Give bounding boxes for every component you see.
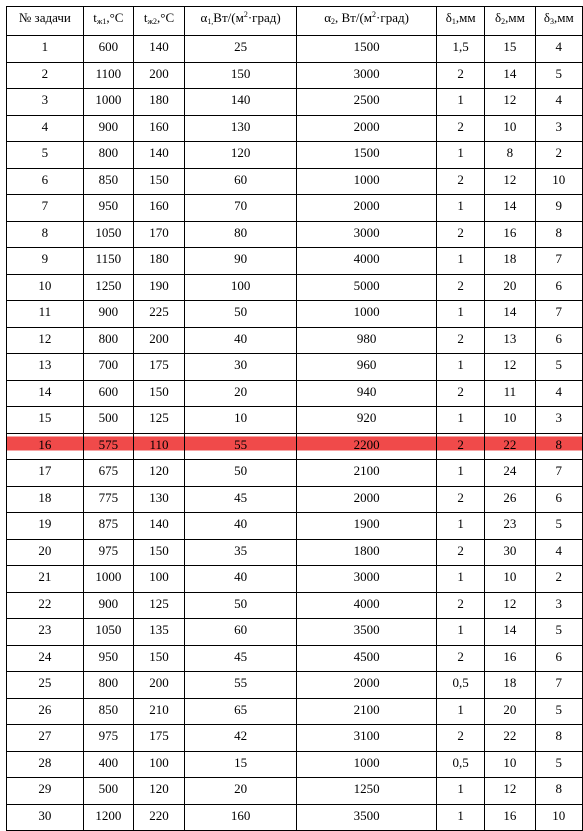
table-cell: 1050 [83, 221, 133, 248]
table-cell: 1 [437, 698, 485, 725]
task-table-container [6, 6, 583, 831]
table-cell: 200 [133, 327, 184, 354]
table-cell: 1 [437, 248, 485, 275]
table-cell: 175 [133, 725, 184, 752]
table-cell: 50 [185, 592, 297, 619]
table-cell: 20 [485, 274, 535, 301]
table-cell: 1 [437, 354, 485, 381]
table-cell: 14 [485, 62, 535, 89]
table-cell: 2 [437, 327, 485, 354]
table-cell: 4000 [297, 248, 437, 275]
table-row [7, 36, 583, 63]
table-cell: 125 [133, 407, 184, 434]
table-cell: 1 [437, 804, 485, 831]
table-cell: 40 [185, 513, 297, 540]
table-cell: 800 [83, 327, 133, 354]
table-cell: 2100 [297, 698, 437, 725]
table-cell: 175 [133, 354, 184, 381]
table-cell: 140 [133, 142, 184, 169]
table-cell: 3100 [297, 725, 437, 752]
table-cell: 1800 [297, 539, 437, 566]
table-cell: 10 [485, 566, 535, 593]
table-cell: 100 [133, 566, 184, 593]
table-cell: 220 [133, 804, 184, 831]
table-cell: 2 [437, 592, 485, 619]
table-cell: 200 [133, 62, 184, 89]
table-cell: 4 [7, 115, 84, 142]
table-cell: 1 [437, 407, 485, 434]
table-cell: 9 [535, 195, 582, 222]
table-cell: 10 [535, 168, 582, 195]
table-cell: 17 [7, 460, 84, 487]
table-row [7, 248, 583, 275]
table-cell: 4 [535, 89, 582, 116]
table-cell: 120 [133, 460, 184, 487]
table-cell: 26 [485, 486, 535, 513]
table-cell: 10 [485, 407, 535, 434]
table-row [7, 645, 583, 672]
table-cell: 200 [133, 672, 184, 699]
table-cell: 18 [485, 672, 535, 699]
table-cell: 90 [185, 248, 297, 275]
table-cell: 135 [133, 619, 184, 646]
header-t1: $t_{ж1},^\circ С$ [83, 7, 133, 36]
table-cell: 12 [485, 168, 535, 195]
table-row [7, 195, 583, 222]
table-cell: 20 [485, 698, 535, 725]
table-cell: 170 [133, 221, 184, 248]
table-row [7, 168, 583, 195]
table-cell: 1 [437, 566, 485, 593]
table-cell: 14 [7, 380, 84, 407]
table-cell: 12 [485, 354, 535, 381]
table-cell: 2000 [297, 195, 437, 222]
table-cell: 180 [133, 89, 184, 116]
table-cell: 15 [7, 407, 84, 434]
table-row [7, 619, 583, 646]
table-row [7, 221, 583, 248]
table-cell: 150 [133, 645, 184, 672]
table-cell: 800 [83, 142, 133, 169]
table-cell: 2 [7, 62, 84, 89]
table-cell: 160 [185, 804, 297, 831]
table-cell: 1 [437, 619, 485, 646]
table-cell: 980 [297, 327, 437, 354]
table-cell: 2000 [297, 115, 437, 142]
table-cell: 14 [485, 301, 535, 328]
table-cell: 700 [83, 354, 133, 381]
table-cell: 2 [437, 645, 485, 672]
table-cell: 1 [437, 142, 485, 169]
table-row [7, 778, 583, 805]
table-cell: 920 [297, 407, 437, 434]
table-row [7, 725, 583, 752]
table-cell: 12 [7, 327, 84, 354]
table-cell: 10 [7, 274, 84, 301]
table-cell: 5 [535, 698, 582, 725]
table-cell: 775 [83, 486, 133, 513]
table-cell: 45 [185, 486, 297, 513]
table-row [7, 672, 583, 699]
table-cell: 875 [83, 513, 133, 540]
table-cell: 2 [437, 539, 485, 566]
table-cell: 1 [437, 460, 485, 487]
table-cell: 150 [133, 539, 184, 566]
table-cell: 5000 [297, 274, 437, 301]
table-cell: 1200 [83, 804, 133, 831]
table-cell: 180 [133, 248, 184, 275]
table-cell: 18 [7, 486, 84, 513]
header-delta2: $\delta_2,мм$ [485, 7, 535, 36]
table-cell: 5 [535, 62, 582, 89]
table-cell: 16 [485, 221, 535, 248]
table-cell: 1,5 [437, 36, 485, 63]
table-cell: 6 [535, 327, 582, 354]
table-cell: 11 [7, 301, 84, 328]
table-cell: 30 [185, 354, 297, 381]
table-cell: 2 [437, 725, 485, 752]
table-cell: 6 [7, 168, 84, 195]
table-cell: 140 [133, 513, 184, 540]
task-table [6, 6, 583, 831]
table-row [7, 327, 583, 354]
table-cell: 10 [485, 115, 535, 142]
table-cell: 35 [185, 539, 297, 566]
table-cell: 4 [535, 380, 582, 407]
table-cell: 575 [83, 433, 133, 460]
table-cell: 1500 [297, 36, 437, 63]
table-cell: 2 [535, 142, 582, 169]
table-cell: 950 [83, 645, 133, 672]
table-cell: 19 [7, 513, 84, 540]
table-cell: 2000 [297, 672, 437, 699]
table-cell: 800 [83, 672, 133, 699]
table-cell: 2 [437, 62, 485, 89]
table-cell: 900 [83, 115, 133, 142]
table-cell: 7 [7, 195, 84, 222]
table-cell: 1250 [297, 778, 437, 805]
table-cell: 10 [485, 751, 535, 778]
table-cell: 225 [133, 301, 184, 328]
table-cell: 3000 [297, 221, 437, 248]
table-cell: 8 [7, 221, 84, 248]
table-cell: 500 [83, 407, 133, 434]
table-cell: 10 [185, 407, 297, 434]
table-cell: 25 [185, 36, 297, 63]
table-cell: 30 [7, 804, 84, 831]
table-cell: 1000 [83, 89, 133, 116]
table-cell: 5 [7, 142, 84, 169]
table-cell: 14 [485, 195, 535, 222]
table-row [7, 407, 583, 434]
table-cell: 4500 [297, 645, 437, 672]
table-cell: 160 [133, 195, 184, 222]
table-cell: 2 [437, 433, 485, 460]
table-cell: 1 [437, 513, 485, 540]
table-cell: 22 [485, 433, 535, 460]
table-row [7, 566, 583, 593]
table-row [7, 698, 583, 725]
table-cell: 1100 [83, 62, 133, 89]
table-cell: 7 [535, 248, 582, 275]
table-cell: 3000 [297, 62, 437, 89]
table-cell: 16 [485, 804, 535, 831]
table-cell: 1000 [83, 566, 133, 593]
table-cell: 900 [83, 592, 133, 619]
header-delta3: $\delta_3,мм$ [535, 7, 582, 36]
table-cell: 675 [83, 460, 133, 487]
table-cell: 2 [535, 566, 582, 593]
header-delta1: $\delta_1,мм$ [437, 7, 485, 36]
table-cell: 2500 [297, 89, 437, 116]
table-cell: 190 [133, 274, 184, 301]
table-cell: 16 [7, 433, 84, 460]
table-cell: 1 [437, 778, 485, 805]
table-cell: 5 [535, 354, 582, 381]
table-cell: 500 [83, 778, 133, 805]
table-cell: 125 [133, 592, 184, 619]
table-cell: 3 [535, 407, 582, 434]
table-cell: 20 [7, 539, 84, 566]
table-cell: 600 [83, 380, 133, 407]
table-cell: 5 [535, 619, 582, 646]
table-cell: 12 [485, 778, 535, 805]
table-cell: 600 [83, 36, 133, 63]
table-cell: 400 [83, 751, 133, 778]
table-cell: 27 [7, 725, 84, 752]
table-cell: 100 [133, 751, 184, 778]
table-cell: 5 [535, 751, 582, 778]
table-cell: 13 [7, 354, 84, 381]
table-cell: 50 [185, 460, 297, 487]
table-cell: 150 [185, 62, 297, 89]
table-row [7, 62, 583, 89]
header-row [7, 7, 583, 36]
table-cell: 1050 [83, 619, 133, 646]
table-cell: 950 [83, 195, 133, 222]
table-cell: 975 [83, 539, 133, 566]
table-cell: 20 [185, 778, 297, 805]
table-cell: 60 [185, 168, 297, 195]
table-cell: 1 [437, 195, 485, 222]
table-cell: 130 [185, 115, 297, 142]
table-row [7, 539, 583, 566]
table-row [7, 804, 583, 831]
table-cell: 20 [185, 380, 297, 407]
table-cell: 900 [83, 301, 133, 328]
table-cell: 55 [185, 672, 297, 699]
table-cell: 16 [485, 645, 535, 672]
table-cell: 42 [185, 725, 297, 752]
table-cell: 21 [7, 566, 84, 593]
table-cell: 4 [535, 36, 582, 63]
table-cell: 1500 [297, 142, 437, 169]
table-cell: 3500 [297, 619, 437, 646]
table-row [7, 592, 583, 619]
table-cell: 22 [7, 592, 84, 619]
table-cell: 45 [185, 645, 297, 672]
table-cell: 1150 [83, 248, 133, 275]
table-row [7, 380, 583, 407]
table-body [7, 36, 583, 831]
table-cell: 55 [185, 433, 297, 460]
table-cell: 13 [485, 327, 535, 354]
table-cell: 23 [7, 619, 84, 646]
table-cell: 975 [83, 725, 133, 752]
table-cell: 26 [7, 698, 84, 725]
table-cell: 120 [133, 778, 184, 805]
table-cell: 100 [185, 274, 297, 301]
table-cell: 65 [185, 698, 297, 725]
table-cell: 160 [133, 115, 184, 142]
table-cell: 3 [7, 89, 84, 116]
table-cell: 7 [535, 460, 582, 487]
table-cell: 9 [7, 248, 84, 275]
header-task-no: № задачи [7, 7, 84, 36]
table-cell: 2200 [297, 433, 437, 460]
table-cell: 30 [485, 539, 535, 566]
table-cell: 130 [133, 486, 184, 513]
table-cell: 850 [83, 698, 133, 725]
table-cell: 7 [535, 672, 582, 699]
table-cell: 1 [437, 301, 485, 328]
table-cell: 80 [185, 221, 297, 248]
table-row [7, 751, 583, 778]
table-cell: 2 [437, 115, 485, 142]
table-cell: 70 [185, 195, 297, 222]
table-cell: 3000 [297, 566, 437, 593]
table-cell: 24 [7, 645, 84, 672]
table-row [7, 513, 583, 540]
table-cell: 2 [437, 274, 485, 301]
table-cell: 1000 [297, 301, 437, 328]
table-cell: 60 [185, 619, 297, 646]
table-cell: 12 [485, 89, 535, 116]
table-cell: 22 [485, 725, 535, 752]
table-cell: 6 [535, 645, 582, 672]
table-cell: 23 [485, 513, 535, 540]
table-cell: 140 [185, 89, 297, 116]
table-row [7, 115, 583, 142]
table-cell: 5 [535, 513, 582, 540]
table-cell: 24 [485, 460, 535, 487]
table-cell: 40 [185, 566, 297, 593]
table-cell: 1000 [297, 168, 437, 195]
table-cell: 2000 [297, 486, 437, 513]
table-cell: 3 [535, 592, 582, 619]
header-alpha1: $\alpha_{1,}Вт/(м^2\cdot град)$ [185, 7, 297, 36]
header-t2: $t_{ж2},^\circ С$ [133, 7, 184, 36]
table-cell: 11 [485, 380, 535, 407]
header-alpha2: $\alpha_2$, $Вт/(м^2\cdot град)$ [297, 7, 437, 36]
table-cell: 7 [535, 301, 582, 328]
table-cell: 150 [133, 380, 184, 407]
table-cell: 1900 [297, 513, 437, 540]
table-cell: 8 [485, 142, 535, 169]
table-row [7, 486, 583, 513]
table-cell: 6 [535, 274, 582, 301]
table-row [7, 89, 583, 116]
table-cell: 18 [485, 248, 535, 275]
table-cell: 6 [535, 486, 582, 513]
table-cell: 3500 [297, 804, 437, 831]
table-cell: 2 [437, 168, 485, 195]
table-cell: 12 [485, 592, 535, 619]
table-cell: 25 [7, 672, 84, 699]
table-row [7, 433, 583, 460]
table-row [7, 460, 583, 487]
table-cell: 4 [535, 539, 582, 566]
table-cell: 4000 [297, 592, 437, 619]
table-cell: 8 [535, 778, 582, 805]
table-cell: 28 [7, 751, 84, 778]
table-cell: 2 [437, 380, 485, 407]
table-cell: 150 [133, 168, 184, 195]
table-row [7, 142, 583, 169]
table-cell: 3 [535, 115, 582, 142]
table-cell: 10 [535, 804, 582, 831]
table-cell: 8 [535, 433, 582, 460]
table-cell: 140 [133, 36, 184, 63]
table-cell: 1 [7, 36, 84, 63]
table-cell: 14 [485, 619, 535, 646]
table-cell: 0,5 [437, 751, 485, 778]
table-cell: 50 [185, 301, 297, 328]
table-cell: 2100 [297, 460, 437, 487]
table-cell: 40 [185, 327, 297, 354]
table-cell: 1 [437, 89, 485, 116]
table-row [7, 301, 583, 328]
table-cell: 210 [133, 698, 184, 725]
table-cell: 120 [185, 142, 297, 169]
table-cell: 110 [133, 433, 184, 460]
table-cell: 2 [437, 221, 485, 248]
table-cell: 15 [185, 751, 297, 778]
table-cell: 1250 [83, 274, 133, 301]
table-cell: 8 [535, 725, 582, 752]
table-row [7, 354, 583, 381]
table-cell: 0,5 [437, 672, 485, 699]
table-cell: 29 [7, 778, 84, 805]
table-cell: 15 [485, 36, 535, 63]
table-row [7, 274, 583, 301]
table-cell: 1000 [297, 751, 437, 778]
table-cell: 2 [437, 486, 485, 513]
table-cell: 850 [83, 168, 133, 195]
table-cell: 940 [297, 380, 437, 407]
table-cell: 8 [535, 221, 582, 248]
table-cell: 960 [297, 354, 437, 381]
